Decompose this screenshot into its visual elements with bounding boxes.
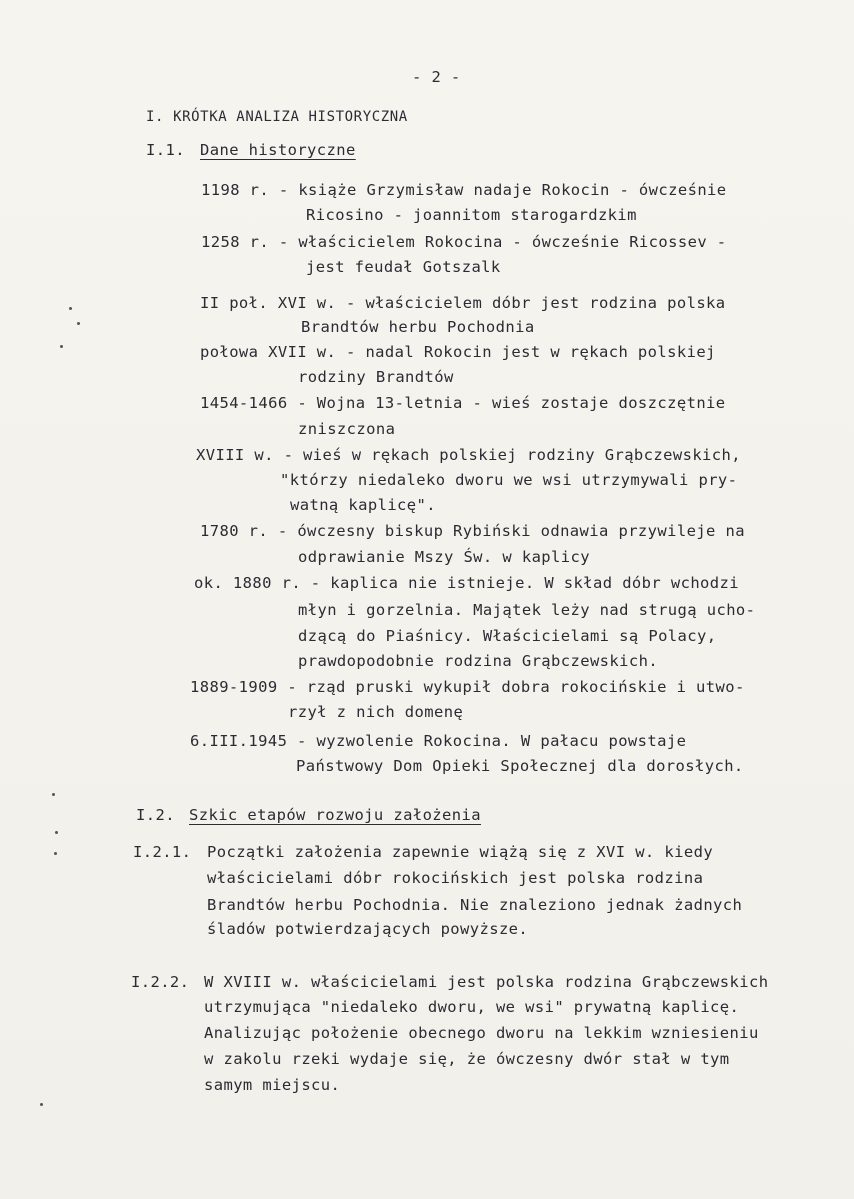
page-number: - 2 -: [412, 68, 461, 86]
margin-speck: [77, 322, 80, 325]
subsection-number: I.2.2.: [131, 973, 190, 991]
history-line: Brandtów herbu Pochodnia: [301, 318, 535, 336]
history-line: 1258 r. - właścicielem Rokocina - ówcześnie Ricossev -: [201, 233, 727, 251]
margin-speck: [69, 307, 72, 310]
paragraph-line: Początki założenia zapewnie wiążą się z XVI w. kiedy: [207, 843, 714, 861]
history-line: prawdopodobnie rodzina Grąbczewskich.: [298, 652, 659, 670]
history-line: Państwowy Dom Opieki Społecznej dla dorosłych.: [296, 757, 744, 775]
subsection-number: I.2.1.: [133, 843, 192, 861]
history-line: młyn i gorzelnia. Majątek leży nad strugą ucho-: [298, 601, 756, 619]
section-number: I.1.: [146, 141, 185, 159]
history-line: Ricosino - joannitom starogardzkim: [306, 206, 637, 224]
paragraph-line: samym miejscu.: [204, 1076, 341, 1094]
paragraph-line: Brandtów herbu Pochodnia. Nie znaleziono jednak żadnych: [207, 896, 743, 914]
paragraph-line: śladów potwierdzających powyższe.: [207, 920, 529, 938]
history-line: 6.III.1945 - wyzwolenie Rokocina. W pałacu powstaje: [190, 732, 687, 750]
history-line: 1454-1466 - Wojna 13-letnia - wieś zostaje doszczętnie: [200, 394, 726, 412]
history-line: watną kaplicę".: [290, 496, 436, 514]
margin-speck: [52, 793, 55, 796]
history-line: odprawianie Mszy Św. w kaplicy: [298, 548, 590, 566]
document-title: I. KRÓTKA ANALIZA HISTORYCZNA: [146, 109, 408, 125]
history-line: 1780 r. - ówczesny biskup Rybiński odnawia przywileje na: [200, 522, 745, 540]
margin-speck: [55, 831, 58, 834]
section-heading: Szkic etapów rozwoju założenia: [189, 806, 481, 824]
paragraph-line: utrzymująca "niedaleko dworu, we wsi" prywatną kaplicę.: [204, 998, 740, 1016]
history-line: dzącą do Piaśnicy. Właścicielami są Polacy,: [298, 627, 717, 645]
paragraph-line: Analizując położenie obecnego dworu na lekkim wzniesieniu: [204, 1024, 759, 1042]
history-line: rodziny Brandtów: [298, 368, 454, 386]
section-number: I.2.: [136, 806, 175, 824]
history-line: rzył z nich domenę: [288, 703, 464, 721]
history-line: "którzy niedaleko dworu we wsi utrzymywali pry-: [280, 471, 738, 489]
history-line: XVIII w. - wieś w rękach polskiej rodziny Grąbczewskich,: [196, 446, 741, 464]
margin-speck: [60, 345, 63, 348]
margin-speck: [54, 852, 57, 855]
history-line: zniszczona: [298, 420, 396, 438]
paragraph-line: właścicielami dóbr rokocińskich jest polska rodzina: [207, 869, 704, 887]
section-heading: Dane historyczne: [200, 141, 356, 159]
history-line: połowa XVII w. - nadal Rokocin jest w rękach polskiej: [200, 343, 716, 361]
history-line: 1198 r. - książe Grzymisław nadaje Rokocin - ówcześnie: [201, 181, 727, 199]
history-line: ok. 1880 r. - kaplica nie istnieje. W skład dóbr wchodzi: [194, 574, 739, 592]
history-line: jest feudał Gotszalk: [306, 258, 501, 276]
paragraph-line: w zakolu rzeki wydaje się, że ówczesny dwór stał w tym: [204, 1050, 730, 1068]
history-line: 1889-1909 - rząd pruski wykupił dobra rokocińskie i utwo-: [190, 678, 745, 696]
history-line: II poł. XVI w. - właścicielem dóbr jest rodzina polska: [200, 294, 726, 312]
paragraph-line: W XVIII w. właścicielami jest polska rodzina Grąbczewskich: [204, 973, 769, 991]
margin-speck: [40, 1103, 43, 1106]
